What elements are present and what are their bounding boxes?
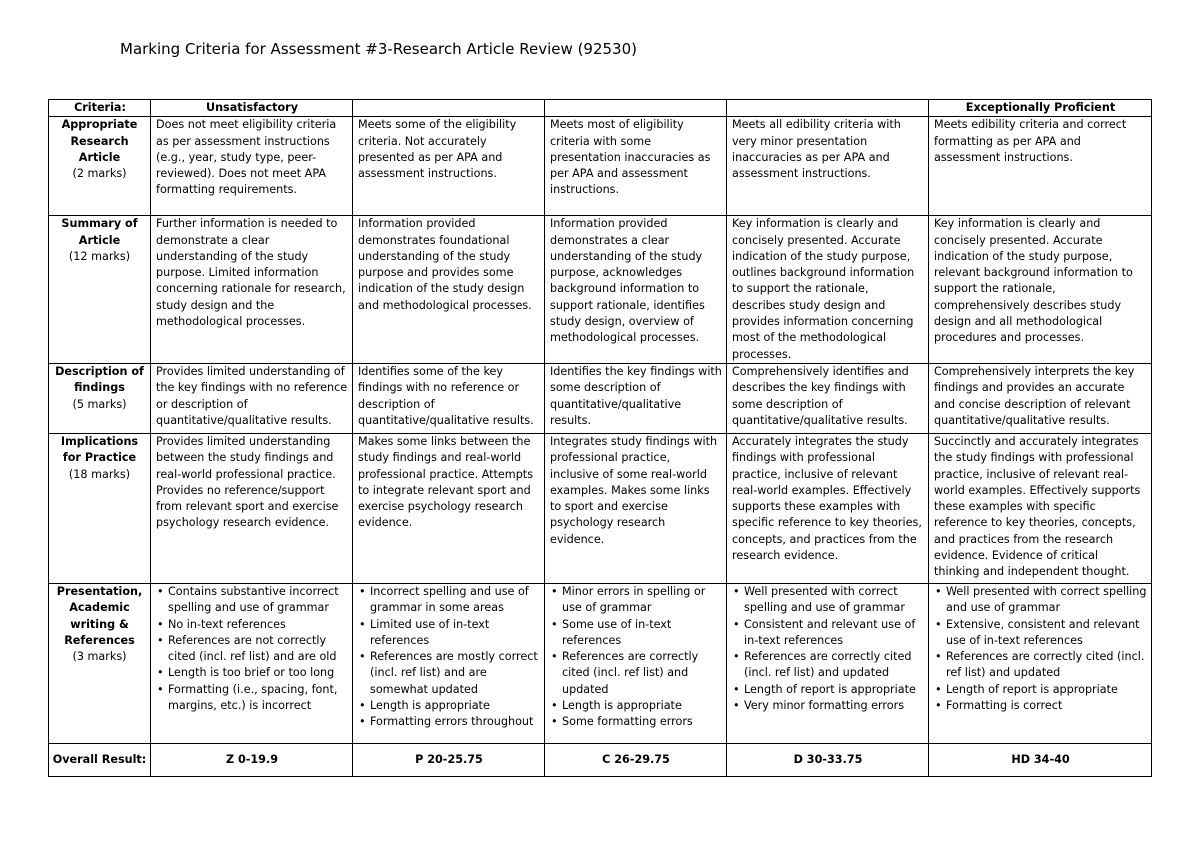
descriptor-cell: Meets all edibility criteria with very minor presentation inaccuracies as per APA and assessment instructions.: [727, 117, 929, 216]
descriptor-cell: Information provided demonstrates a clear understanding of the study purpose, acknowledges background information to support rationale, identifies study design, overview of methodological processes.: [545, 216, 727, 364]
bullet-list: [156, 584, 348, 714]
descriptor-cell: Meets edibility criteria and correct formatting as per APA and assessment instructions.: [929, 117, 1152, 216]
descriptor-cell: Information provided demonstrates foundational understanding of the study purpose and provides some indication of the study design and methodological processes.: [353, 216, 545, 364]
descriptor-cell: Does not meet eligibility criteria as per assessment instructions (e.g., year, study type, peer-reviewed). Does not meet APA formatting requirements.: [151, 117, 353, 216]
criterion-marks: (5 marks): [72, 397, 127, 411]
bullet-item: • Length of report is appropriate: [934, 682, 1147, 698]
header-level-3: [545, 100, 727, 117]
bullet-item: • Length is appropriate: [550, 698, 722, 714]
descriptor-cell: [353, 583, 545, 743]
descriptor-cell: Comprehensively identifies and describes the key findings with some description of quantitative/qualitative results.: [727, 363, 929, 433]
bullet-list: [732, 584, 924, 714]
descriptor-cell: Makes some links between the study findings and real-world professional practice. Attempts to integrate relevant sport and exercise psychology research evidence.: [353, 433, 545, 583]
descriptor-cell: Provides limited understanding between the study findings and real-world professional practice. Provides no reference/support from relevant sport and exercise psychology research evidence.: [151, 433, 353, 583]
bullet-item: • References are correctly cited (incl. ref list) and updated: [732, 649, 924, 682]
grade-z: Z 0-19.9: [151, 743, 353, 776]
criterion-name: Appropriate Research Article: [61, 118, 138, 164]
bullet-item: • Incorrect spelling and use of grammar in some areas: [358, 584, 540, 617]
row-presentation: [49, 583, 1152, 743]
bullet-item: • Minor errors in spelling or use of grammar: [550, 584, 722, 617]
grade-c: C 26-29.75: [545, 743, 727, 776]
grade-p: P 20-25.75: [353, 743, 545, 776]
descriptor-cell: Comprehensively interprets the key findings and provides an accurate and concise description of relevant quantitative/qualitative results.: [929, 363, 1152, 433]
descriptor-cell: Integrates study findings with professional practice, inclusive of some real-world examples. Makes some links to sport and exercise psychology research evidence.: [545, 433, 727, 583]
bullet-item: • Formatting (i.e., spacing, font, margins, etc.) is incorrect: [156, 682, 348, 715]
descriptor-cell: Meets some of the eligibility criteria. Not accurately presented as per APA and assessment instructions.: [353, 117, 545, 216]
row-description-of-findings: [49, 363, 1152, 433]
criterion-cell: [49, 216, 151, 364]
criterion-marks: (2 marks): [72, 167, 127, 181]
bullet-item: • Some formatting errors: [550, 714, 722, 730]
descriptor-cell: Succinctly and accurately integrates the study findings with professional practice, inclusive of relevant real-world examples. Effectively supports these examples with specific reference to key theories, concepts, and practices from the research evidence. Evidence of critical thinking and independent thought.: [929, 433, 1152, 583]
criterion-cell: [49, 583, 151, 743]
bullet-item: • References are correctly cited (incl. ref list) and updated: [550, 649, 722, 698]
descriptor-cell: Identifies the key findings with some description of quantitative/qualitative results.: [545, 363, 727, 433]
overall-label: Overall Result:: [52, 752, 147, 766]
bullet-item: • References are not correctly cited (incl. ref list) and are old: [156, 633, 348, 666]
row-appropriate-research-article: [49, 117, 1152, 216]
header-level-4: [727, 100, 929, 117]
grade-d: D 30-33.75: [727, 743, 929, 776]
header-criteria: Criteria:: [49, 100, 151, 117]
row-summary-of-article: [49, 216, 1152, 364]
descriptor-cell: [151, 583, 353, 743]
bullet-item: • Length is too brief or too long: [156, 665, 348, 681]
bullet-list: [934, 584, 1147, 714]
criterion-cell: [49, 117, 151, 216]
bullet-list: [358, 584, 540, 731]
descriptor-cell: Key information is clearly and concisely presented. Accurate indication of the study purpose, relevant background information to support the rationale, comprehensively describes study design and all methodological procedures and processes.: [929, 216, 1152, 364]
bullet-item: • Length of report is appropriate: [732, 682, 924, 698]
bullet-item: • Some use of in-text references: [550, 617, 722, 650]
document-title: Marking Criteria for Assessment #3-Research Article Review (92530): [120, 40, 637, 58]
criterion-cell: [49, 363, 151, 433]
header-level-2: [353, 100, 545, 117]
header-unsatisfactory: Unsatisfactory: [151, 100, 353, 117]
grade-hd: HD 34-40: [929, 743, 1152, 776]
descriptor-cell: [727, 583, 929, 743]
marking-criteria-table: [48, 99, 1152, 777]
bullet-list: [550, 584, 722, 731]
criterion-name: Summary of Article: [61, 217, 138, 247]
row-implications-for-practice: [49, 433, 1152, 583]
descriptor-cell: Provides limited understanding of the key findings with no reference or description of quantitative/qualitative results.: [151, 363, 353, 433]
bullet-item: • Extensive, consistent and relevant use of in-text references: [934, 617, 1147, 650]
bullet-item: • Formatting is correct: [934, 698, 1147, 714]
criterion-name: Description of findings: [55, 364, 144, 395]
criterion-name: Implications for Practice: [60, 434, 139, 465]
bullet-item: • References are mostly correct (incl. ref list) and are somewhat updated: [358, 649, 540, 698]
bullet-item: • Contains substantive incorrect spelling and use of grammar: [156, 584, 348, 617]
descriptor-cell: Key information is clearly and concisely presented. Accurate indication of the study purpose, outlines background information to support the rationale, describes study design and provides information concerning most of the methodological processes.: [727, 216, 929, 364]
descriptor-cell: [929, 583, 1152, 743]
bullet-item: • Limited use of in-text references: [358, 617, 540, 650]
bullet-item: • References are correctly cited (incl. ref list) and updated: [934, 649, 1147, 682]
criterion-name: Presentation, Academic writing & References: [56, 584, 143, 647]
criterion-marks: (3 marks): [72, 650, 127, 664]
bullet-item: • Well presented with correct spelling and use of grammar: [934, 584, 1147, 617]
descriptor-cell: Further information is needed to demonstrate a clear understanding of the study purpose. Limited information concerning rationale for research, study design and the methodological processes.: [151, 216, 353, 364]
descriptor-cell: Accurately integrates the study findings with professional practice, inclusive of relevant real-world examples. Effectively supports these examples with specific reference to key theories, concepts, and practices from the research evidence.: [727, 433, 929, 583]
bullet-item: • Very minor formatting errors: [732, 698, 924, 714]
descriptor-cell: [545, 583, 727, 743]
bullet-item: • Consistent and relevant use of in-text references: [732, 617, 924, 650]
descriptor-cell: Identifies some of the key findings with no reference or description of quantitative/qualitative results.: [353, 363, 545, 433]
header-row: [49, 100, 1152, 117]
header-exceptionally-proficient: Exceptionally Proficient: [929, 100, 1152, 117]
bullet-item: • Length is appropriate: [358, 698, 540, 714]
criterion-marks: (18 marks): [68, 467, 131, 481]
bullet-item: • Well presented with correct spelling and use of grammar: [732, 584, 924, 617]
bullet-item: • Formatting errors throughout: [358, 714, 540, 730]
criterion-marks: (12 marks): [68, 249, 131, 263]
bullet-item: • No in-text references: [156, 617, 348, 633]
row-overall-result: [49, 743, 1152, 776]
descriptor-cell: Meets most of eligibility criteria with some presentation inaccuracies as per APA and assessment instructions.: [545, 117, 727, 216]
criterion-cell: [49, 433, 151, 583]
overall-label-cell: [49, 743, 151, 776]
